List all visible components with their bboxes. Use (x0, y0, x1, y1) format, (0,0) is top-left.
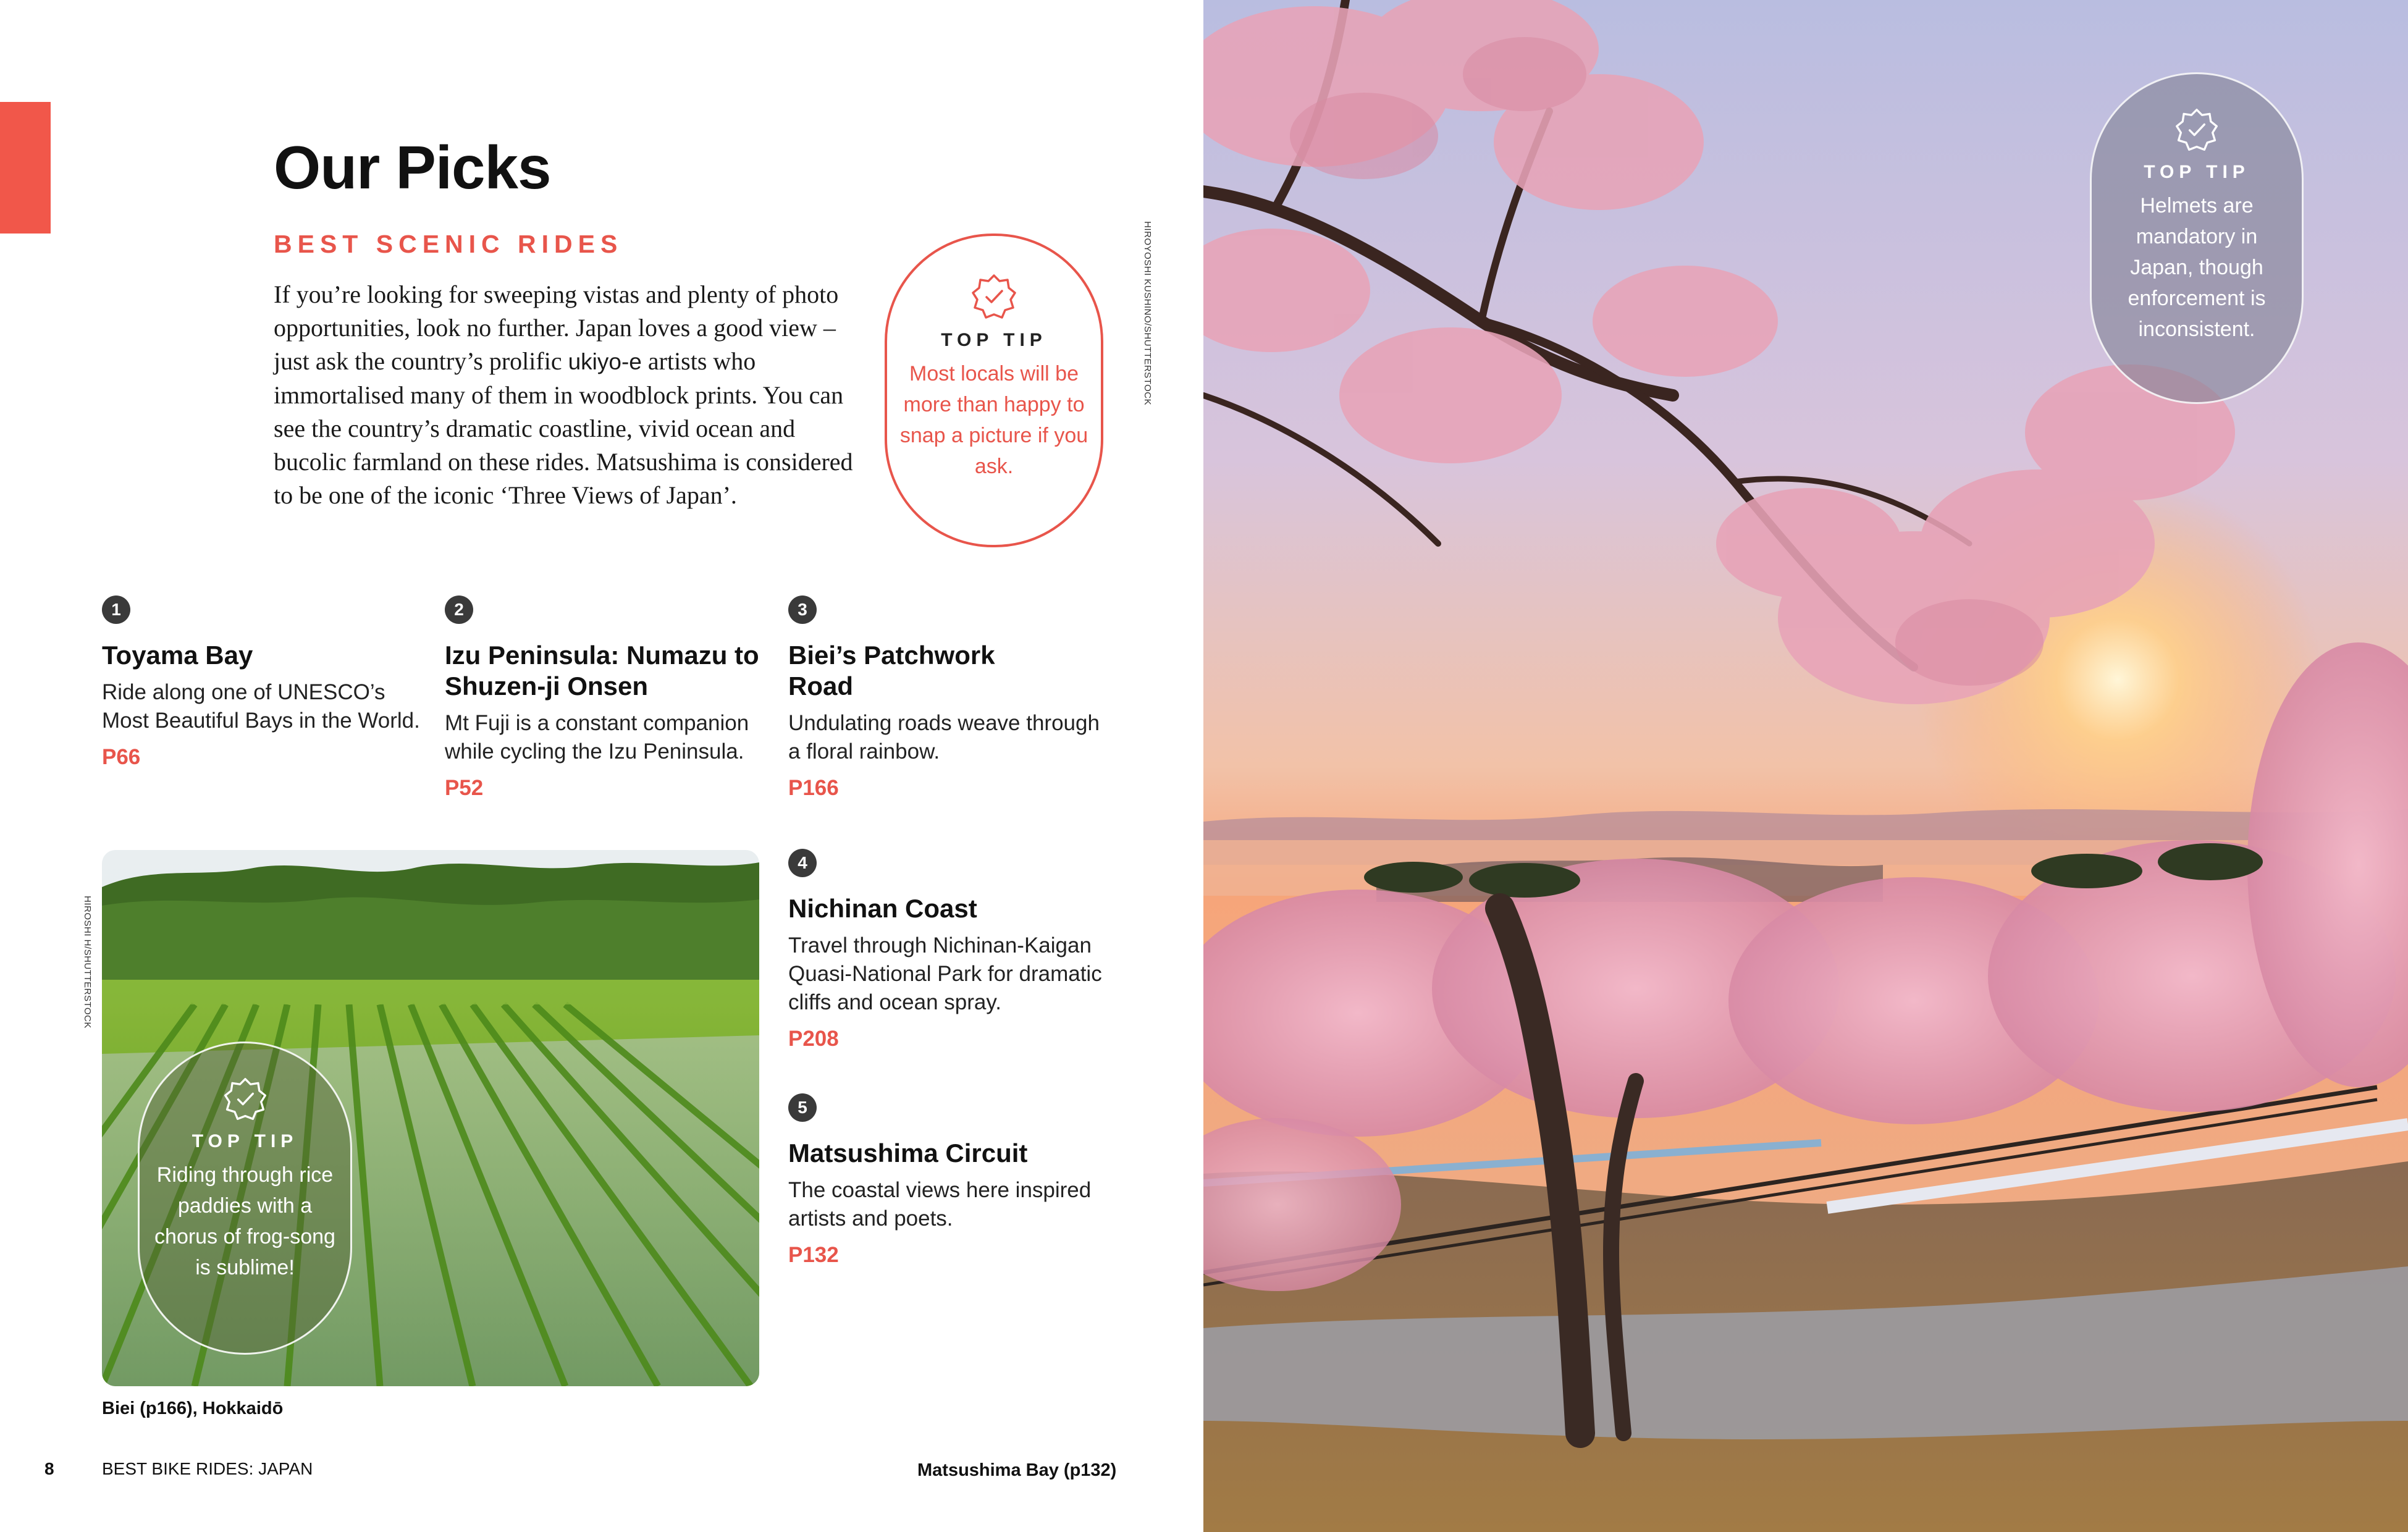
pick-number: 1 (102, 596, 130, 624)
pick-title: Nichinan Coast (788, 894, 977, 923)
top-tip-helmets (2090, 72, 2304, 404)
top-tip-rice-paddies (138, 1042, 352, 1355)
pick-description: Undulating roads weave through a floral rainbow. (788, 711, 1100, 764)
pick-number: 2 (445, 596, 473, 624)
page-title: Our Picks (274, 133, 551, 201)
pick-item-5[interactable] (788, 1093, 1109, 1268)
tip-title: TOP TIP (941, 330, 1047, 350)
badge-check-icon (2173, 106, 2220, 153)
section-subtitle: BEST SCENIC RIDES (274, 230, 623, 258)
pick-item-2[interactable] (445, 596, 766, 801)
top-tip-locals (885, 234, 1103, 547)
badge-check-icon (969, 272, 1019, 321)
pick-page-ref[interactable]: P208 (788, 1027, 839, 1051)
intro-paragraph (274, 278, 861, 512)
pick-item-3[interactable] (788, 596, 1109, 801)
pick-item-1[interactable] (102, 596, 423, 770)
intro-term: ukiyo-e (568, 349, 642, 374)
pick-description: Mt Fuji is a constant companion while cycling the Izu Peninsula. (445, 711, 749, 764)
tip-title: TOP TIP (192, 1131, 298, 1151)
field-photo-caption: Biei (p166), Hokkaidō (102, 1399, 284, 1418)
section-tab (0, 102, 51, 234)
pick-title: Toyama Bay (102, 641, 253, 670)
pick-title: Izu Peninsula: Numazu to Shuzen-ji Onsen (445, 641, 759, 701)
tip-text: Riding through rice paddies with a chorus of frog-song is sublime! (154, 1163, 335, 1279)
book-title: BEST BIKE RIDES: JAPAN (102, 1459, 313, 1478)
intro-text-end: artists who immortalised many of them in woodblock prints. You can see the country’s dramatic coastline, vivid ocean and bucolic farmland on these rides. Matsushima is considered to be one of the iconic ‘Three Views of Japan’. (274, 347, 853, 509)
pick-page-ref[interactable]: P52 (445, 776, 484, 800)
pick-page-ref[interactable]: P66 (102, 745, 141, 769)
badge-check-icon (222, 1075, 269, 1122)
pick-number: 4 (788, 849, 817, 877)
bay-photo-caption: Matsushima Bay (p132) (917, 1460, 1117, 1480)
pick-description: Travel through Nichinan-Kaigan Quasi-National Park for dramatic cliffs and ocean spray. (788, 933, 1102, 1014)
pick-title: Matsushima Circuit (788, 1138, 1028, 1168)
pick-number: 3 (788, 596, 817, 624)
tip-title: TOP TIP (2144, 162, 2250, 182)
pick-description: The coastal views here inspired artists and poets. (788, 1178, 1092, 1231)
tip-text: Most locals will be more than happy to snap a picture if you ask. (899, 362, 1088, 478)
tip-text: Helmets are mandatory in Japan, though enforcement is inconsistent. (2128, 194, 2266, 341)
page-number: 8 (44, 1459, 54, 1478)
photo-credit-bay: HIROYOSHI KUSHINO/SHUTTERSTOCK (1142, 221, 1153, 406)
pick-description: Ride along one of UNESCO’s Most Beautiful Bays in the World. (102, 680, 420, 733)
pick-title: Biei’s Patchwork Road (788, 641, 995, 701)
photo-credit-field: HIROSHI H/SHUTTERSTOCK (82, 896, 93, 1029)
pick-page-ref[interactable]: P132 (788, 1243, 839, 1267)
intro-text-start: If you’re looking for sweeping vistas and plenty of photo opportunities, look no further. Japan loves a good view – just ask the country’s prolific (274, 280, 839, 375)
pick-page-ref[interactable]: P166 (788, 776, 839, 800)
pick-item-4[interactable] (788, 849, 1109, 1051)
pick-number: 5 (788, 1093, 817, 1122)
